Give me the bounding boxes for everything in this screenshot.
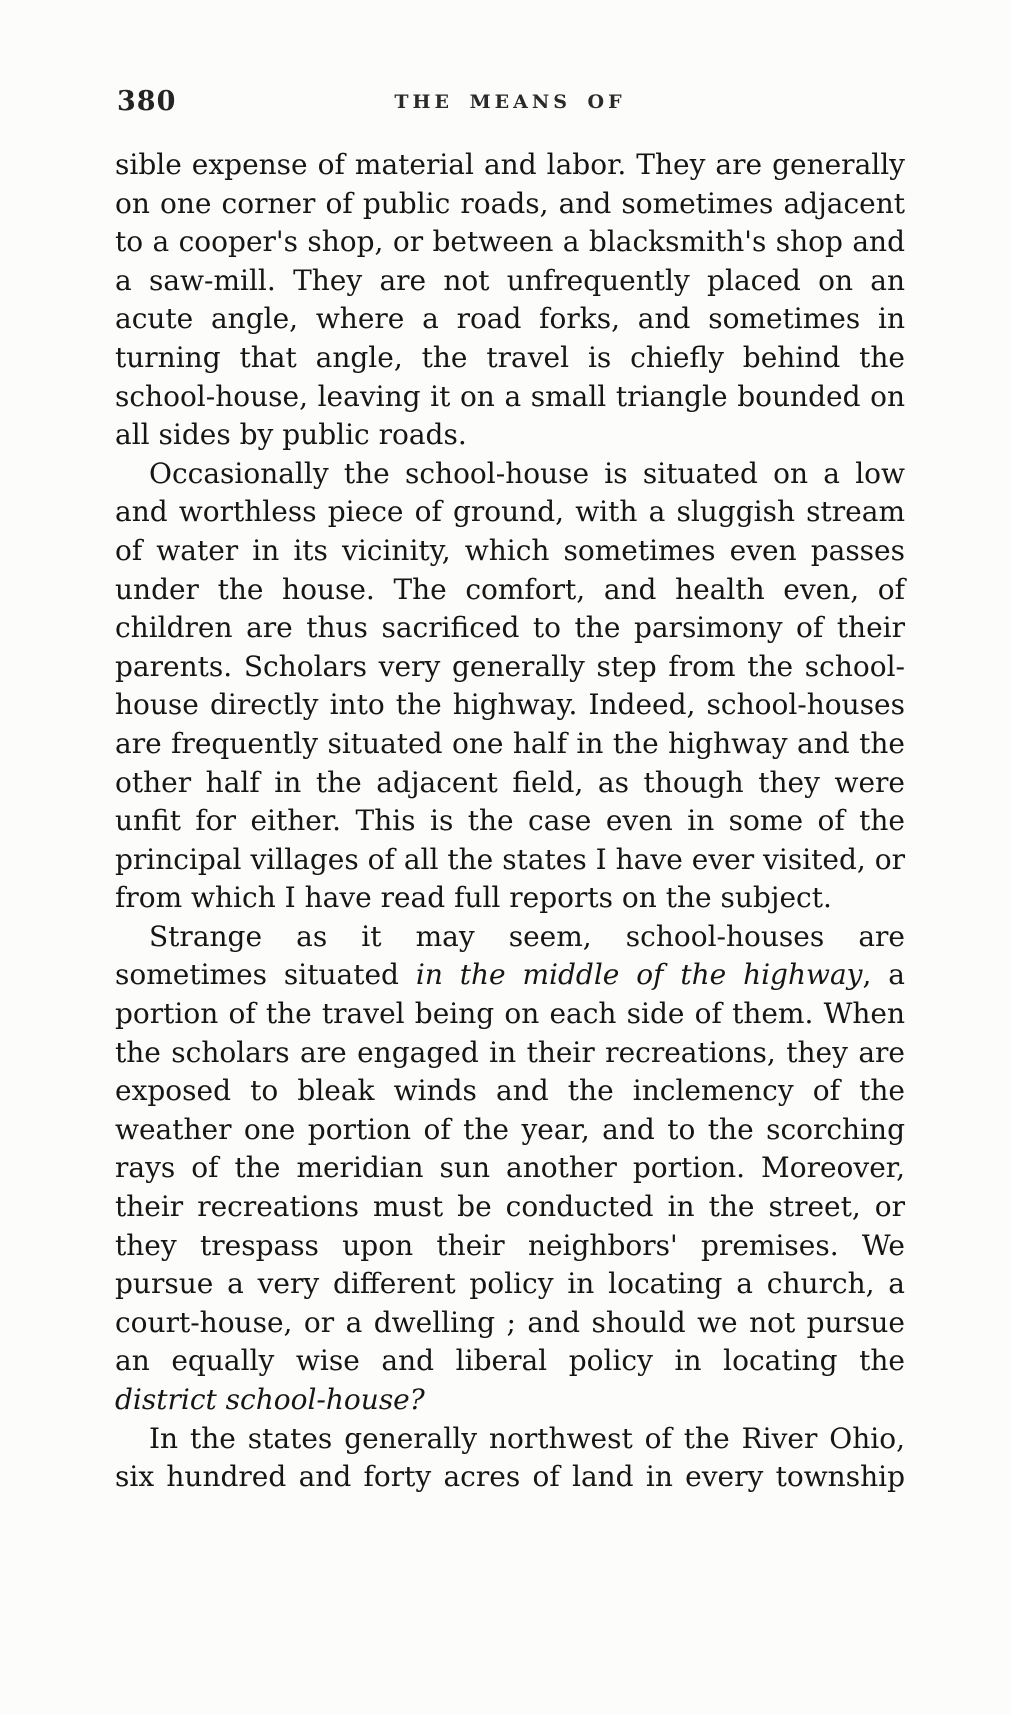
italic-text-segment: district school-house?	[115, 1383, 425, 1416]
page-header	[115, 86, 905, 120]
paragraph	[115, 1420, 905, 1497]
italic-text-segment: in the middle of the highway	[415, 958, 863, 992]
text-segment: sible expense of material and labor. They are generally on one corner of public roads, and sometimes adjacent to a cooper's shop, or between a blacksmith's shop and a saw-mill. They are not unfrequently placed on an acute angle, where a road forks, and sometimes in turning that angle, the travel is chiefly behind the school-house, leaving it on a small triangle bounded on all sides by public roads.	[115, 148, 905, 452]
page-number: 380	[117, 86, 177, 117]
paragraph	[115, 455, 905, 918]
running-title: THE MEANS OF	[394, 91, 626, 113]
text-segment: Strange as it may seem, school-houses are sometimes situated	[115, 919, 905, 992]
paragraph	[115, 146, 905, 455]
text-segment: Occasionally the school-house is situated on a low and worthless piece of ground, with a sluggish stream of water in its vicinity, which sometimes even passes under the house. The comfort, and health even, of children are thus sacrificed to the parsimony of their parents. Scholars very generally step from the school-house directly into the highway. Indeed, school-houses are frequently situated one half in the highway and the other half in the adjacent field, as though they were unfit for either. This is the case even in some of the principal villages of all the states I have ever visited, or from which I have read full reports on the subject.	[115, 456, 905, 915]
text-segment: , a portion of the travel being on each side of them. When the scholars are engaged in their recreations, they are exposed to bleak winds and the inclemency of the weather one portion of the year, and to the scorching rays of the meridian sun another portion. Moreover, their recreations must be conducted in the street, or they trespass upon their neighbors' premises. We pursue a very different policy in locating a church, a court-house, or a dwelling ; and should we not pursue an equally wise and liberal policy in locating the	[115, 958, 905, 1378]
page-body	[115, 146, 905, 1497]
text-segment: In the states generally northwest of the River Ohio, six hundred and forty acres of land in every township	[115, 1421, 905, 1494]
paragraph	[115, 918, 905, 1420]
